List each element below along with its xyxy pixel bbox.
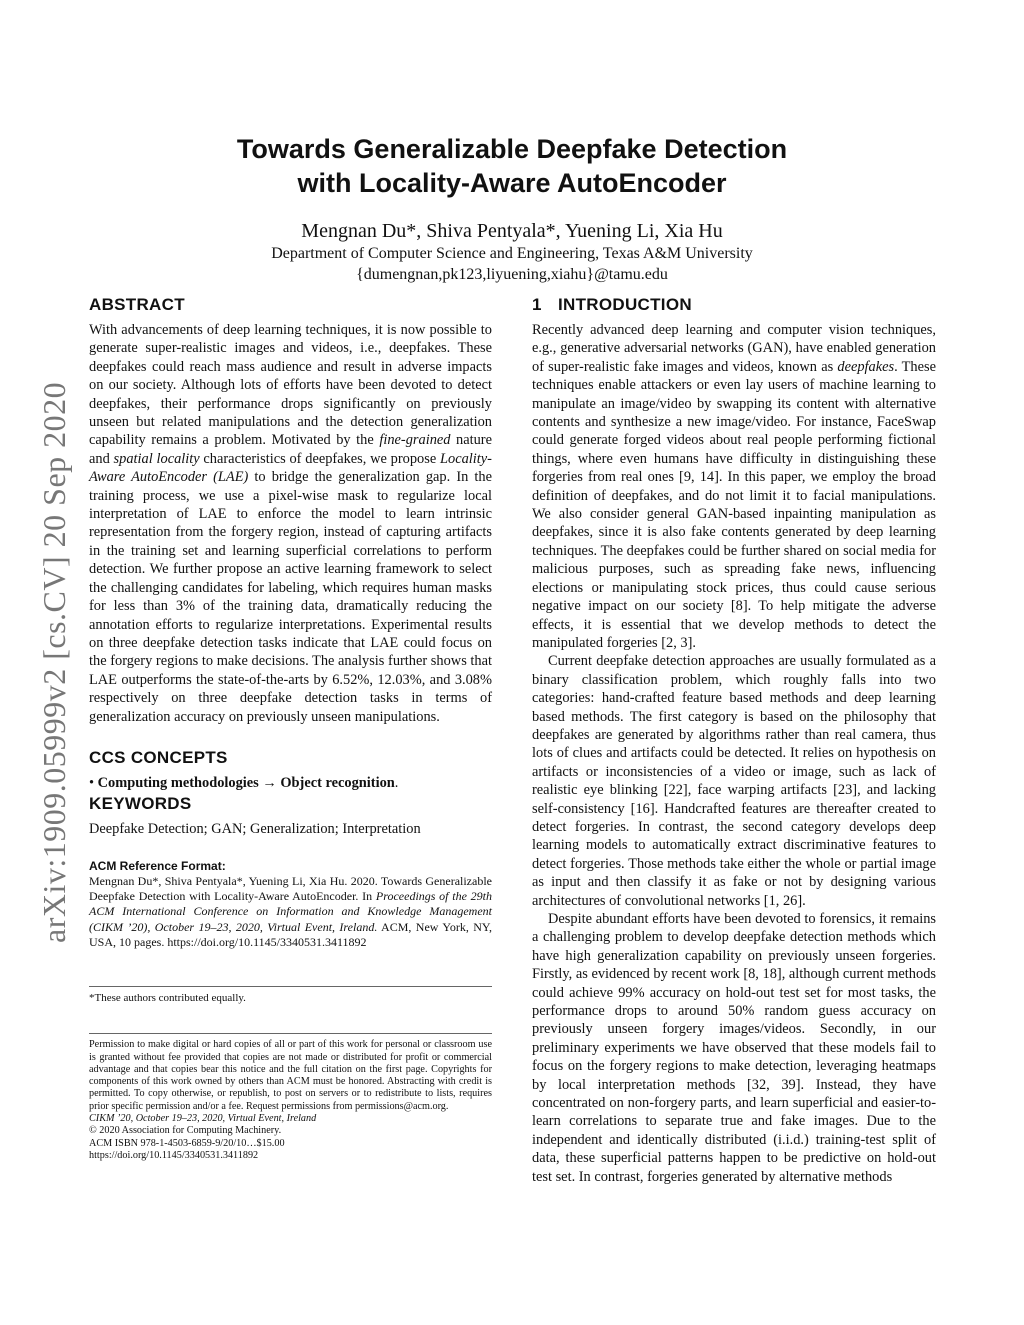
paper-title: [180, 132, 844, 200]
acm-reference-heading: ACM Reference Format:: [89, 858, 226, 873]
right-column: [532, 295, 936, 1186]
title-line-2: with Locality-Aware AutoEncoder: [297, 168, 727, 198]
footnote: *These authors contributed equally.: [89, 992, 246, 1005]
author-list: Mengnan Du*, Shiva Pentyala*, Yuening Li, Xia Hu: [301, 220, 723, 242]
arxiv-stamp: arXiv:1909.05999v2 [cs.CV] 20 Sep 2020: [36, 381, 72, 943]
abstract-heading: ABSTRACT: [89, 295, 185, 314]
permission-block: [89, 1039, 492, 1162]
author-emails: {dumengnan,pk123,liyuening,xiahu}@tamu.edu: [356, 266, 668, 283]
keywords-text: Deepfake Detection; GAN; Generalization; Interpretation: [89, 821, 421, 838]
intro-paragraph-1: Recently advanced deep learning and computer vision techniques, e.g., generative adversarial networks (GAN), have enabled generation of super-realistic fake images and videos, known as deepfakes. These techniques enable attackers or even lay users of machine learning to manipulate an image/video by swapping its content with alternative contents and synthesize a new image/video. For instance, FaceSwap could generate forged videos about real people performing fictional things, where even humans have difficulty in distinguishing these forgeries from real ones [9, 14]. In this paper, we employ the broad definition of deepfakes, and do not limit it to facial manipulations. We also consider general GAN-based inpainting manipulation as deepfakes, since it is also fake contents generated by deep learning techniques. The deepfakes could be further shared on social media for malicious purposes, such as spreading fake news, influencing elections or manipulating stock prices, thus could cause serious negative impact on our society [8]. To help mitigate the adverse effects, it is essential that we develop methods to detect the manipulated forgeries [2, 3].: [532, 322, 936, 651]
keywords-heading: KEYWORDS: [89, 794, 192, 814]
doi-link[interactable]: https://doi.org/10.1145/3340531.3411892: [89, 1149, 259, 1161]
ccs-concept: • Computing methodologies → Object recognition.: [89, 774, 399, 791]
affiliation-block: [180, 243, 844, 285]
title-line-1: Towards Generalizable Deepfake Detection: [236, 134, 788, 164]
section-title: INTRODUCTION: [558, 295, 692, 314]
left-column: [89, 295, 492, 1162]
footnote-rule: [89, 986, 492, 987]
affiliation: Department of Computer Science and Engineering, Texas A&M University: [271, 245, 753, 262]
acm-reference-text: Mengnan Du*, Shiva Pentyala*, Yuening Li, Xia Hu. 2020. Towards Generalizable Deepfake Detection with Locality-Aware AutoEncoder. In Proceedings of the 29th ACM International Conference on Information and Knowledge Management (CIKM ’20), October 19–23, 2020, Virtual Event, Ireland. ACM, New York, NY, USA, 10 pages. https://doi.org/10.1145/3340531.3411892: [89, 873, 493, 949]
permission-text: Permission to make digital or hard copies of all or part of this work for personal or classroom use is granted without fee provided that copies are not made or distributed for profit or commercial advantage and that copies bear this notice and the full citation on the first page. Copyrights for components of this work owned by others than ACM must be honored. Abstracting with credit is permitted. To copy otherwise, or republish, to post on servers or to redistribute to lists, requires prior specific permission and/or a fee. Request permissions from permissions@acm.org.: [89, 1039, 492, 1112]
copyright-line: © 2020 Association for Computing Machinery.: [89, 1125, 282, 1137]
abstract-text: With advancements of deep learning techniques, it is now possible to generate super-realistic images and videos, i.e., deepfakes. These deepfakes could reach mass audience and result in adverse impacts on our society. Although lots of efforts have been devoted to detect deepfakes, their performance drops significantly on previously unseen but related manipulations and the detection generalization capability remains a problem. Motivated by the fine-grained nature and spatial locality characteristics of deepfakes, we propose Locality-Aware AutoEncoder (LAE) to bridge the generalization gap. In the training process, we use a pixel-wise mask to regularize local interpretation of LAE to enforce the model to learn intrinsic representation from the forgery region, instead of capturing artifacts in the training set and learning superficial correlations to perform detection. We further propose an active learning framework to select the challenging candidates for labeling, which requires human masks for less than 3% of the training data, dramatically reducing the annotation efforts to regularize interpretations. Experimental results on three deepfake detection tasks indicate that LAE could focus on the forgery regions to make decisions. The analysis further shows that LAE outperforms the state-of-the-arts by 6.52%, 12.03%, and 3.08% respectively on three deepfake detection tasks in terms of generalization accuracy on previously unseen manipulations.: [89, 322, 493, 725]
ccs-heading: CCS CONCEPTS: [89, 747, 228, 767]
section-number: 1: [532, 295, 542, 314]
permission-rule: [89, 1033, 492, 1034]
intro-paragraph-2: Current deepfake detection approaches are usually formulated as a binary classification problem, which roughly falls into two categories: hand-crafted feature based methods and deep learning based methods. The first category is based on the philosophy that deepfakes are generated by algorithms rather than real camera, thus lots of clues and artifacts could be detected. It relies on hypothesis on artifacts or inconsistencies of a video or image, such as lack of realistic eye blinking [22], face warping artifacts [23], and lacking self-consistency [16]. Handcrafted features are thereafter created to detect forgeries. In contrast, the second category develops deep learning models to automatically extract discriminative features to detect forgeries. Those methods take either the whole or partial image as input and then classify it as fake or not by designing various architectures of convolutional networks [1, 26].: [532, 653, 936, 909]
conference-venue: CIKM ’20, October 19–23, 2020, Virtual Event, Ireland: [89, 1113, 317, 1125]
introduction-heading: [532, 295, 936, 315]
intro-paragraph-3: Despite abundant efforts have been devoted to forensics, it remains a challenging problem to develop deepfake detection methods which have high generalization capability on previously unseen forgeries. Firstly, as evidenced by recent work [8, 18], although current methods could achieve 99% accuracy on hold-out test set for most tasks, the performance drops to around 50% random guess accuracy on previously unseen forgery images/videos. Secondly, in our preliminary experiments we have observed that these models fail to focus on the forgery regions to make detection, leveraging heatmaps by local interpretation methods [32, 39]. Instead, they have concentrated on non-forgery parts, and learn superficial and easier-to-learn correlations to separate true and fake images. Due to the independent and identically distributed (i.i.d.) training-test split of data, these superficial patterns happen to be predictive on hold-out test set. In contrast, forgeries generated by alternative methods: [532, 911, 936, 1185]
isbn-line: ACM ISBN 978-1-4503-6859-9/20/10…$15.00: [89, 1137, 285, 1149]
